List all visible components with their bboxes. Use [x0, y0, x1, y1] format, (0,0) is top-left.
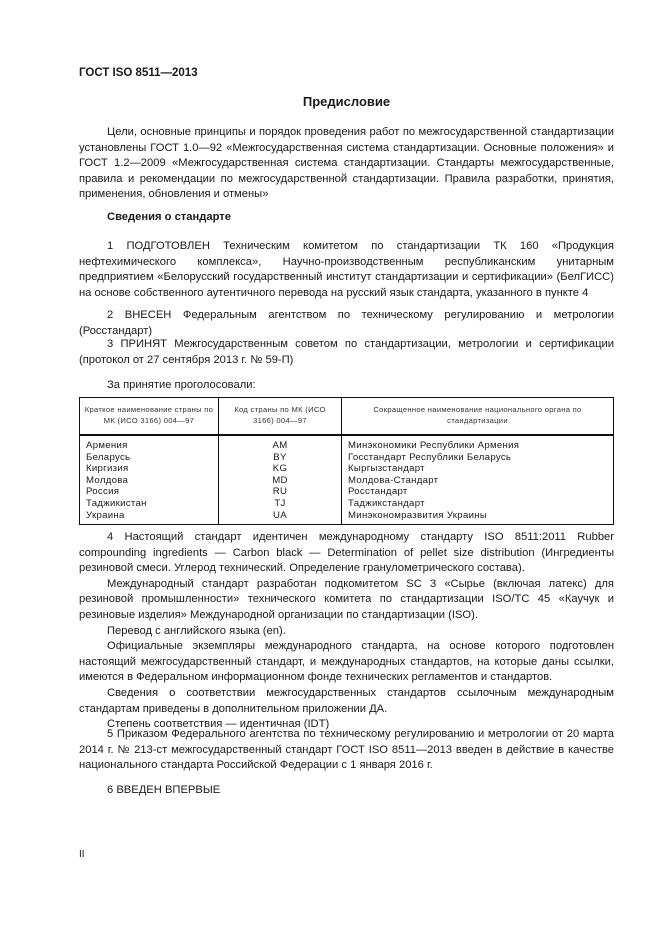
column-header-code: Код страны по МК (ИСО 3166) 004—97 [219, 398, 342, 436]
cell-body: Молдова-Стандарт [342, 475, 614, 487]
cell-code: UA [219, 510, 342, 525]
column-header-body: Сокращенное наименование национального органа по стандартизации [342, 398, 614, 436]
column-header-country: Краткое наименование страны по МК (ИСО 3166) 004—97 [80, 398, 219, 436]
item-3-text: 3 ПРИНЯТ Межгосударственным советом по стандартизации, метрологии и сертификации (протокол от 27 сентября 2013 г. № 59-П) [79, 338, 614, 366]
table-row [80, 498, 614, 510]
cell-body: Росстандарт [342, 486, 614, 498]
item-4-text: 4 Настоящий стандарт идентичен международному стандарту ISO 8511:2011 Rubber compounding ingredients — Carbon black — Determination of pellet size distribution (Ингредиенты резиновой смеси. Углерод технический. Определение гранулометрического состава). [79, 531, 614, 575]
cell-body: Госстандарт Республики Беларусь [342, 452, 614, 464]
cell-country: Киргизия [80, 463, 219, 475]
table-row [80, 510, 614, 525]
cell-code: RU [219, 486, 342, 498]
table-row [80, 452, 614, 464]
item-4 [79, 530, 614, 733]
item-4-translation: Перевод с английского языка (en). [107, 624, 286, 637]
document-code: ГОСТ ISO 8511—2013 [79, 67, 198, 79]
section-heading: Сведения о стандарте [107, 211, 231, 223]
intro-text: Цели, основные принципы и порядок проведения работ по межгосударственной стандартизации установлены ГОСТ 1.0—92 «Межгосударственная система стандартизации. Основные положения» и ГОСТ 1.2—2009 «Межгосударственная система стандартизации. Стандарты межгосударственные, правила и рекомендации по межгосударственной стандартизации. Правила разработки, принятия, применения, обновления и отмены» [79, 126, 614, 201]
cell-country: Молдова [80, 475, 219, 487]
table-row [80, 463, 614, 475]
item-4-degree: Степень соответствия — идентичная (IDT) [107, 718, 330, 731]
cell-code: TJ [219, 498, 342, 510]
cell-body: Кыргызстандарт [342, 463, 614, 475]
cell-body: Минэкономики Республики Армения [342, 435, 614, 452]
item-6 [79, 783, 614, 799]
table-row [80, 486, 614, 498]
cell-code: MD [219, 475, 342, 487]
item-5-text: 5 Приказом Федерального агентства по техническому регулированию и метрологии от 20 марта 2014 г. № 213-ст межгосударственный стандарт ГОСТ ISO 8511—2013 введен в действие в качестве национального стандарта Российской Федерации с 1 января 2016 г. [79, 728, 614, 772]
voting-countries-table [79, 397, 614, 525]
item-2-text: 2 ВНЕСЕН Федеральным агентством по техническому регулированию и метрологии (Росстандарт) [79, 309, 614, 337]
cell-code: AM [219, 435, 342, 452]
table-row [80, 475, 614, 487]
cell-body: Минэкономразвития Украины [342, 510, 614, 525]
intro-paragraph [79, 125, 614, 203]
voted-label: За принятие проголосовали: [107, 379, 256, 391]
cell-code: BY [219, 452, 342, 464]
cell-country: Украина [80, 510, 219, 525]
item-1-text: 1 ПОДГОТОВЛЕН Техническим комитетом по стандартизации ТК 160 «Продукция нефтехимического комплекса», Научно-производственным республиканским унитарным предприятием «Белорусский государственный институт стандартизации и сертификации» (БелГИСС) на основе собственного аутентичного перевода на русский язык стандарта, указанного в пункте 4 [79, 240, 614, 299]
cell-code: KG [219, 463, 342, 475]
table-row [80, 435, 614, 452]
item-6-text: 6 ВВЕДЕН ВПЕРВЫЕ [107, 784, 221, 796]
cell-country: Беларусь [80, 452, 219, 464]
item-1 [79, 239, 614, 301]
page-number: II [79, 849, 85, 860]
cell-country: Таджикистан [80, 498, 219, 510]
item-2 [79, 308, 614, 339]
cell-country: Армения [80, 435, 219, 452]
table-header-row [80, 398, 614, 436]
item-4-developed: Международный стандарт разработан подкомитетом SC 3 «Сырье (включая латекс) для резиновой промышленности» технического комитета по стандартизации ISO/TC 45 «Каучук и резиновые изделия» Международной организации по стандартизации (ISO). [79, 577, 614, 621]
item-5 [79, 727, 614, 774]
item-4-official: Официальные экземпляры международного стандарта, на основе которого подготовлен настоящий межгосударственный стандарт, и международных стандартов, на которые даны ссылки, имеются в Федеральном информационном фонде технических регламентов и стандартов. [79, 640, 614, 684]
item-4-conformity-info: Сведения о соответствии межгосударственных стандартов ссылочным международным стандартам приведены в дополнительном приложении ДА. [79, 686, 614, 715]
document-page [79, 0, 614, 936]
page-title: Предисловие [302, 94, 391, 109]
item-3 [79, 337, 614, 368]
cell-country: Россия [80, 486, 219, 498]
cell-body: Таджикстандарт [342, 498, 614, 510]
